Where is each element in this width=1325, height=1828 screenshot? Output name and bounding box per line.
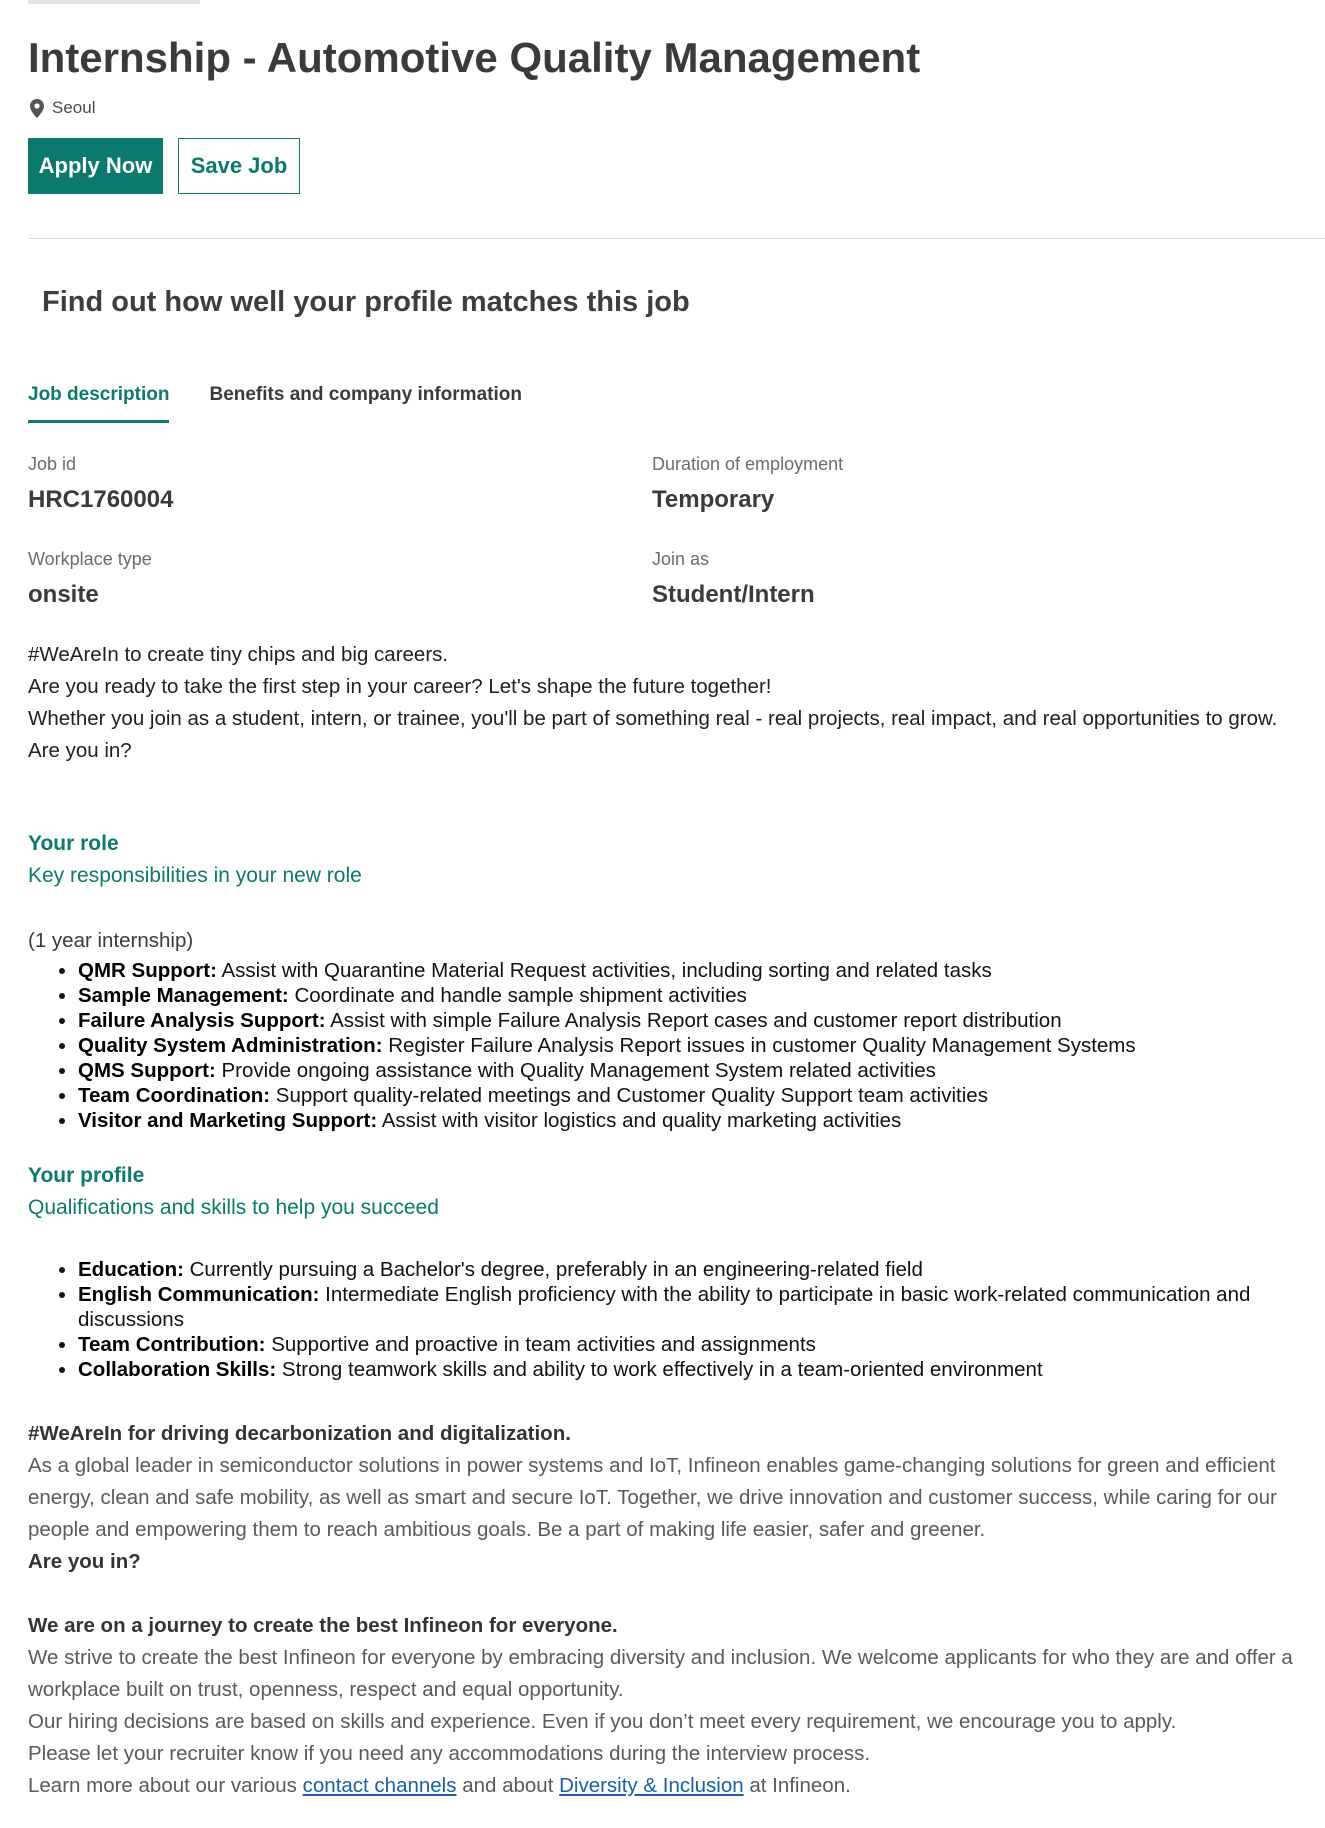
map-pin-icon (30, 99, 44, 118)
are-you-in-text: Are you in? (28, 1550, 141, 1573)
list-item: • QMR Support: Assist with Quarantine Material Request activities, including sorting and related tasks (78, 958, 1318, 983)
job-id-label: Job id (28, 454, 77, 474)
duration-value: Temporary (652, 486, 775, 513)
save-job-button[interactable]: Save Job (178, 138, 300, 194)
list-item: • Education: Currently pursuing a Bachelor's degree, preferably in an engineering-related field (78, 1257, 1318, 1282)
tab-job-description[interactable]: Job description (28, 384, 169, 423)
intro-line: Are you in? (28, 739, 132, 762)
internship-duration-note: (1 year internship) (28, 929, 194, 952)
company-info (28, 1418, 1325, 1802)
apply-now-button[interactable]: Apply Now (28, 138, 163, 194)
job-id-value: HRC1760004 (28, 486, 174, 513)
join-as-label: Join as (652, 549, 710, 569)
job-title: Internship - Automotive Quality Management (28, 34, 921, 81)
join-as-value: Student/Intern (652, 581, 815, 608)
list-item: • Team Contribution: Supportive and proactive in team activities and assignments (78, 1332, 1318, 1357)
intro-text (28, 639, 1318, 767)
list-item: • Quality System Administration: Register Failure Analysis Report issues in customer Quality Management Systems (78, 1033, 1318, 1058)
tab-benefits-company-info[interactable]: Benefits and company information (209, 384, 522, 405)
intro-line: Are you ready to take the first step in your career? Let's shape the future together! (28, 675, 772, 698)
list-item: • Collaboration Skills: Strong teamwork skills and ability to work effectively in a team-oriented environment (78, 1357, 1318, 1382)
company-heading-decarbonization: #WeAreIn for driving decarbonization and digitalization. (28, 1422, 571, 1445)
diversity-inclusion-link[interactable]: Diversity & Inclusion (559, 1774, 744, 1797)
list-item: • Team Coordination: Support quality-related meetings and Customer Quality Support team activities (78, 1083, 1318, 1108)
profile-section-subtitle: Qualifications and skills to help you succeed (28, 1196, 439, 1219)
join-as-field (652, 548, 815, 610)
workplace-type-field (28, 548, 152, 610)
duration-field (652, 453, 843, 515)
profile-section-title: Your profile (28, 1164, 145, 1187)
company-paragraph: We strive to create the best Infineon for everyone by embracing diversity and inclusion. We welcome applicants for who they are and offer a workplace built on trust, openness, respect and equal opportunity. (28, 1646, 1293, 1701)
role-section-title: Your role (28, 832, 119, 855)
learn-more-line: Learn more about our various contact channels and about Diversity & Inclusion at Infineon. (28, 1774, 851, 1797)
job-id-field (28, 453, 173, 515)
company-heading-journey: We are on a journey to create the best Infineon for everyone. (28, 1614, 618, 1637)
company-paragraph: Please let your recruiter know if you need any accommodations during the interview process. (28, 1742, 871, 1765)
workplace-type-label: Workplace type (28, 549, 152, 569)
tab-bar (28, 384, 562, 423)
profile-qualifications-list (28, 1257, 1318, 1382)
company-paragraph: Our hiring decisions are based on skills and experience. Even if you don’t meet every requirement, we encourage you to apply. (28, 1710, 1177, 1733)
intro-line: #WeAreIn to create tiny chips and big careers. (28, 643, 449, 666)
location-label: Seoul (52, 98, 96, 117)
job-location (30, 98, 95, 118)
contact-channels-link[interactable]: contact channels (302, 1774, 457, 1797)
role-section-subtitle: Key responsibilities in your new role (28, 864, 362, 887)
list-item: • Sample Management: Coordinate and handle sample shipment activities (78, 983, 1318, 1008)
intro-line: Whether you join as a student, intern, or trainee, you'll be part of something real - real projects, real impact, and real opportunities to grow. (28, 707, 1278, 730)
list-item: • QMS Support: Provide ongoing assistance with Quality Management System related activities (78, 1058, 1318, 1083)
role-responsibilities-list (28, 958, 1318, 1133)
spacer (28, 1578, 1325, 1610)
list-item: • Failure Analysis Support: Assist with simple Failure Analysis Report cases and customer report distribution (78, 1008, 1318, 1033)
divider (28, 238, 1325, 239)
profile-match-heading[interactable]: Find out how well your profile matches this job (42, 286, 690, 318)
top-bar-stub (28, 0, 200, 4)
duration-label: Duration of employment (652, 454, 844, 474)
workplace-type-value: onsite (28, 581, 99, 608)
company-paragraph: As a global leader in semiconductor solutions in power systems and IoT, Infineon enables game-changing solutions for green and efficient energy, clean and safe mobility, as well as smart and secure IoT. Together, we drive innovation and customer success, while caring for our people and empowering them to reach ambitious goals. Be a part of making life easier, safer and greener. (28, 1454, 1277, 1541)
list-item: • English Communication: Intermediate English proficiency with the ability to participate in basic work-related communication and discussions (78, 1282, 1318, 1332)
list-item: • Visitor and Marketing Support: Assist with visitor logistics and quality marketing activities (78, 1108, 1318, 1133)
